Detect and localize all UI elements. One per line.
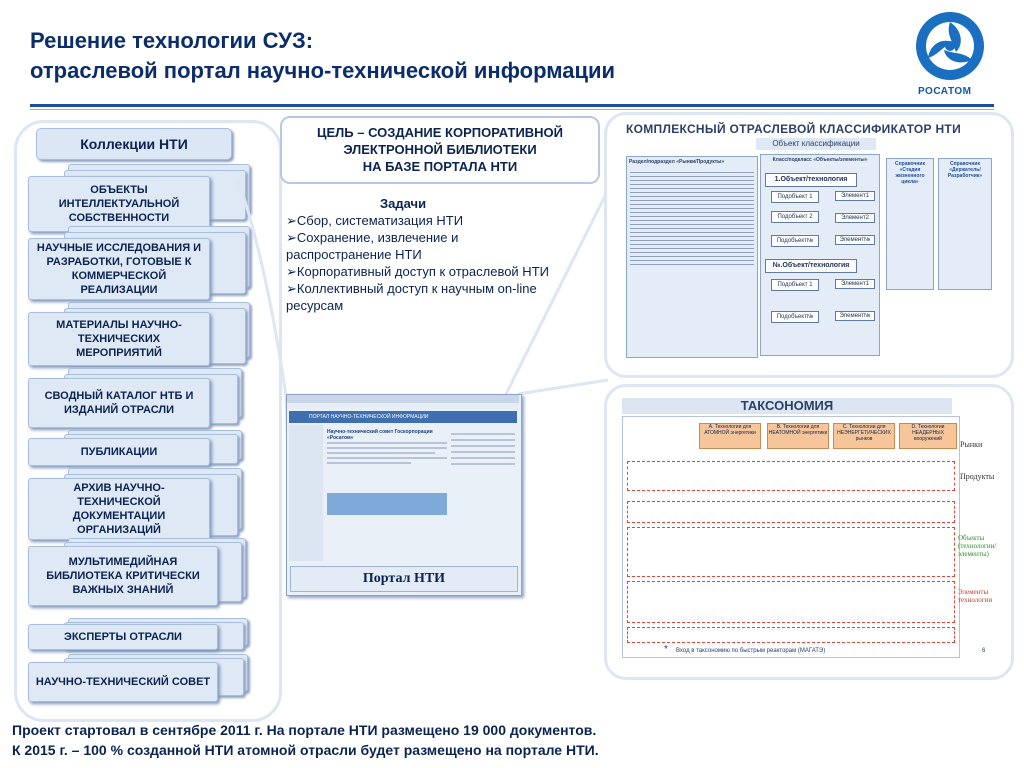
classifier-objN: №.Объект/технология xyxy=(765,259,857,273)
tax-label-elements: Элементы технологии xyxy=(958,588,993,604)
classifier-subN: Подобъект№ xyxy=(771,235,819,247)
tax-products-row xyxy=(627,461,955,491)
tax-leaf-row xyxy=(627,627,955,643)
header-divider xyxy=(30,104,994,107)
classifier-obj1: 1.Объект/технология xyxy=(765,173,857,187)
footer-text xyxy=(12,720,599,760)
task-item: ➢Коллективный доступ к научным on-line ресурсам xyxy=(286,281,537,313)
taxonomy-diagram xyxy=(622,416,960,658)
collection-catalog[interactable]: СВОДНЫЙ КАТАЛОГ НТБ И ИЗДАНИЙ ОТРАСЛИ xyxy=(28,378,210,428)
classifier-sub1b: Подобъект 1 xyxy=(771,279,819,291)
portal-label: Портал НТИ xyxy=(290,566,518,592)
classifier-ref-holder: Справочник «Держатель/ Разработчик» xyxy=(938,158,992,290)
classifier-sub2: Подобъект 2 xyxy=(771,211,819,223)
task-item: ➢Сохранение, извлечение и распространение НТИ xyxy=(286,230,459,262)
header-divider-thin xyxy=(30,109,994,110)
tax-top-d: D. Технологии НЕАДЕРНЫХ вооружений xyxy=(899,423,957,449)
footer-line-2: К 2015 г. – 100 % созданной НТИ атомной отрасли будет размещено на портале НТИ. xyxy=(12,742,599,758)
collection-experts[interactable]: ЭКСПЕРТЫ ОТРАСЛИ xyxy=(28,624,218,650)
portal-sidebar xyxy=(289,425,323,561)
classifier-section-lines xyxy=(627,167,757,270)
collection-council[interactable]: НАУЧНО-ТЕХНИЧЕСКИЙ СОВЕТ xyxy=(28,662,218,702)
browser-toolbar xyxy=(287,395,519,403)
goal-line-3: НА БАЗЕ ПОРТАЛА НТИ xyxy=(362,159,518,174)
portal-text-block xyxy=(327,439,447,489)
collection-archive[interactable]: АРХИВ НАУЧНО-ТЕХНИЧЕСКОЙ ДОКУМЕНТАЦИИ ОРГАНИЗАЦИЙ xyxy=(28,478,210,540)
classifier-sections xyxy=(626,156,758,358)
collection-publications[interactable]: ПУБЛИКАЦИИ xyxy=(28,438,210,466)
classifier-subtitle: Объект классификации xyxy=(756,138,876,150)
collection-events[interactable]: МАТЕРИАЛЫ НАУЧНО-ТЕХНИЧЕСКИХ МЕРОПРИЯТИЙ xyxy=(28,312,210,366)
page-title xyxy=(30,26,615,86)
tax-label-markets: Рынки xyxy=(960,440,983,449)
logo-text: РОСАТОМ xyxy=(918,86,972,97)
classifier-title: КОМПЛЕКСНЫЙ ОТРАСЛЕВОЙ КЛАССИФИКАТОР НТИ xyxy=(626,122,961,136)
tax-label-products: Продукты xyxy=(960,472,995,481)
goal-line-1: ЦЕЛЬ – СОЗДАНИЕ КОРПОРАТИВНОЙ xyxy=(316,125,564,140)
tasks-title: Задачи xyxy=(380,196,427,211)
tax-subproducts-row xyxy=(627,501,955,523)
arrow-bullet-icon: ➢ xyxy=(286,281,297,296)
classifier-sub1: Подобъект 1 xyxy=(771,191,819,203)
portal-banner xyxy=(327,493,447,515)
collection-rnd[interactable]: НАУЧНЫЕ ИССЛЕДОВАНИЯ И РАЗРАБОТКИ, ГОТОВЫЕ К КОММЕРЧЕСКОЙ РЕАЛИЗАЦИИ xyxy=(28,238,210,300)
classifier-subNb: Подобъект№ xyxy=(771,311,819,323)
tax-page-number: 6 xyxy=(982,648,986,654)
tax-star: * xyxy=(664,644,668,655)
portal-header: ПОРТАЛ НАУЧНО-ТЕХНИЧЕСКОЙ ИНФОРМАЦИИ xyxy=(289,411,517,423)
tax-label-objects: Объекты (технологии/элементы) xyxy=(958,534,997,558)
portal-right-column xyxy=(451,429,515,529)
goal-box xyxy=(280,116,600,184)
tax-elements-row xyxy=(627,581,955,623)
collection-multimedia[interactable]: МУЛЬТИМЕДИЙНАЯ БИБЛИОТЕКА КРИТИЧЕСКИ ВАЖНЫХ ЗНАНИЙ xyxy=(28,546,218,606)
classifier-ref-lifecycle: Справочник «Стадия жизненного цикла» xyxy=(886,158,934,290)
tax-objects-row xyxy=(627,527,955,577)
task-item: ➢Корпоративный доступ к отраслевой НТИ xyxy=(286,264,549,279)
tax-top-c: С. Технологии для НЕЭНЕРГЕТИЧЕСКИХ рынков xyxy=(833,423,895,449)
classifier-col2-head: Класс/подкласс «Объекты/элементы» xyxy=(772,157,868,163)
browser-address-bar xyxy=(287,403,519,409)
title-line-1: Решение технологии СУЗ: xyxy=(30,28,314,53)
footer-line-1: Проект стартовал в сентябре 2011 г. На портале НТИ размещено 19 000 документов. xyxy=(12,722,597,738)
collections-title: Коллекции НТИ xyxy=(36,128,232,160)
portal-page-heading: Научно-технический совет Госкорпорации «Росатом» xyxy=(327,429,433,441)
arrow-bullet-icon: ➢ xyxy=(286,264,297,279)
tasks-list xyxy=(286,212,556,314)
tax-top-b: В. Технологии для НЕАТОМНОЙ энергетики xyxy=(767,423,829,449)
classifier-elN: Элемент№ xyxy=(835,235,875,245)
classifier-el2: Элемент2 xyxy=(835,213,875,223)
collection-ip-objects[interactable]: ОБЪЕКТЫ ИНТЕЛЛЕКТУАЛЬНОЙ СОБСТВЕННОСТИ xyxy=(28,176,210,232)
classifier-el1b: Элемент1 xyxy=(835,279,875,289)
taxonomy-title: ТАКСОНОМИЯ xyxy=(622,398,952,414)
tax-top-a: А. Технологии для АТОМНОЙ энергетики xyxy=(699,423,761,449)
classifier-elNb: Элемент№ xyxy=(835,311,875,321)
tax-footnote: Вход в таксономию по быстрым реакторам (МАГАТЭ) xyxy=(676,648,826,654)
rosatom-logo-icon xyxy=(912,8,988,84)
arrow-bullet-icon: ➢ xyxy=(286,213,297,228)
classifier-el1: Элемент1 xyxy=(835,191,875,201)
title-line-2: отраслевой портал научно-технической информации xyxy=(30,58,616,83)
classifier-objects xyxy=(760,154,880,356)
goal-line-2: ЭЛЕКТРОННОЙ БИБЛИОТЕКИ xyxy=(343,142,537,157)
task-item: ➢Сбор, систематизация НТИ xyxy=(286,213,464,228)
arrow-bullet-icon: ➢ xyxy=(286,230,297,245)
classifier-col1-head: Раздел/подраздел «Рынки/Продукты» xyxy=(629,159,725,165)
